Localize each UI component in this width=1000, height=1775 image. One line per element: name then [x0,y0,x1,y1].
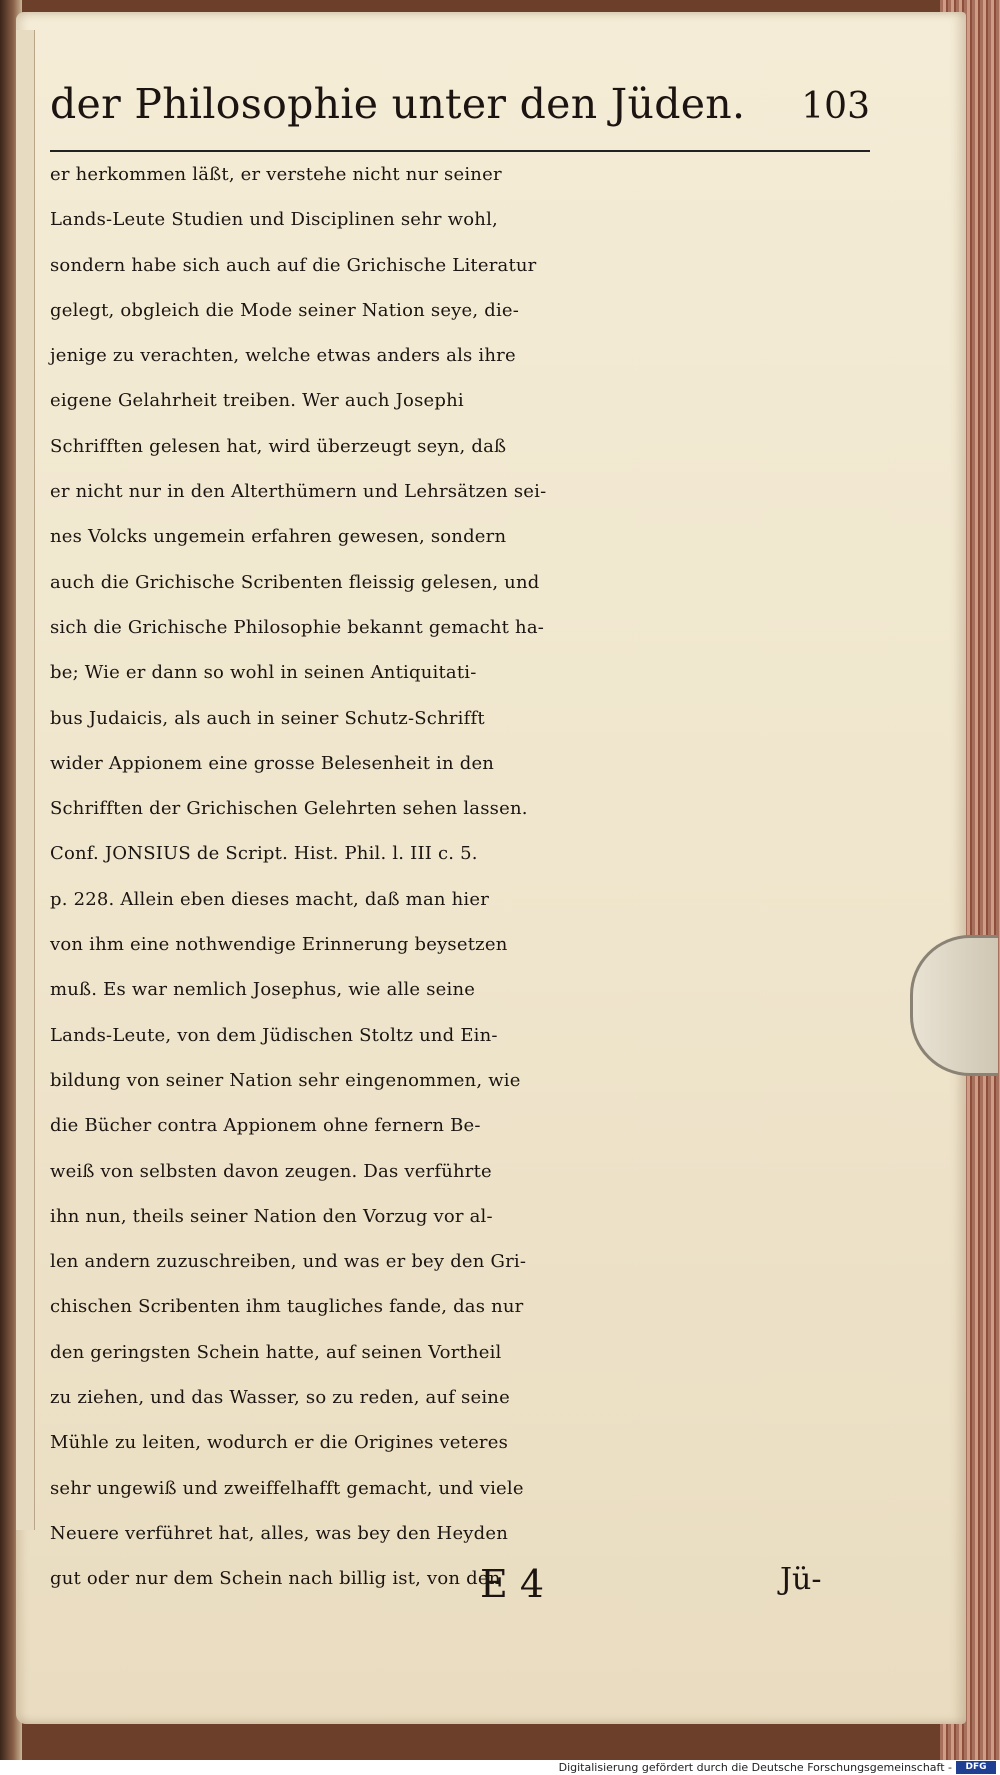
text-line: Conf. JONSIUS de Script. Hist. Phil. l. III c. 5. [50,843,478,865]
text-line: sich die Grichische Philosophie bekannt gemacht ha- [50,616,545,638]
text-line: Lands-Leute Studien und Disciplinen sehr wohl, [50,209,498,231]
text-line: sehr ungewiß und zweiffelhafft gemacht, und viele [50,1477,524,1499]
text-line: bildung von seiner Nation sehr eingenommen, wie [50,1069,521,1091]
text-line: die Bücher contra Appionem ohne fernern Be- [50,1115,481,1137]
text-line: eigene Gelahrheit treiben. Wer auch Josephi [50,390,464,412]
text-line: von ihm eine nothwendige Erinnerung beysetzen [50,934,508,956]
signature-mark: E 4 [480,1562,544,1606]
body-text [50,152,870,1602]
text-line: er nicht nur in den Alterthümern und Lehrsätzen sei- [50,481,547,503]
text-line: Mühle zu leiten, wodurch er die Origines veteres [50,1432,509,1454]
text-line: bus Judaicis, als auch in seiner Schutz-Schrifft [50,707,485,729]
text-line: Schrifften der Grichischen Gelehrten sehen lassen. [50,798,528,820]
text-line: wider Appionem eine grosse Belesenheit in den [50,752,495,774]
text-line: sondern habe sich auch auf die Grichische Literatur [50,254,537,276]
text-line: Neuere verführet hat, alles, was bey den Heyden [50,1522,509,1544]
digitization-credit: Digitalisierung gefördert durch die Deutsche Forschungsgemeinschaft - [558,1761,952,1774]
running-head: der Philosophie unter den Jüden. [50,80,746,128]
text-line: er herkommen läßt, er verstehe nicht nur seiner [50,164,502,185]
text-line: weiß von selbsten davon zeugen. Das verführte [50,1160,492,1182]
text-line: len andern zuzuschreiben, und was er bey den Gri- [50,1251,527,1273]
text-line: muß. Es war nemlich Josephus, wie alle seine [50,979,476,1001]
catchword: Jü- [780,1562,822,1597]
text-line: den geringsten Schein hatte, auf seinen Vortheil [50,1341,502,1363]
text-line: gut oder nur dem Schein nach billig ist, von den [50,1568,501,1590]
text-line: auch die Grichische Scribenten fleissig gelesen, und [50,571,540,593]
page-number: 103 [801,86,870,127]
text-line: Lands-Leute, von dem Jüdischen Stoltz und Ein- [50,1024,498,1046]
text-line: chischen Scribenten ihm taugliches fande, das nur [50,1296,524,1318]
text-line: nes Volcks ungemein erfahren gewesen, sondern [50,526,507,548]
dfg-logo: DFG [956,1761,996,1774]
page-header [50,80,870,152]
text-line: be; Wie er dann so wohl in seinen Antiquitati- [50,662,477,684]
text-line: ihn nun, theils seiner Nation den Vorzug vor al- [50,1205,493,1227]
text-line: Schrifften gelesen hat, wird überzeugt seyn, daß [50,435,507,457]
text-line: p. 228. Allein eben dieses macht, daß man hier [50,888,489,910]
text-line: jenige zu verachten, welche etwas anders als ihre [50,345,516,367]
text-line: gelegt, obgleich die Mode seiner Nation seye, die- [50,299,520,321]
text-line: zu ziehen, und das Wasser, so zu reden, auf seine [50,1387,510,1409]
previous-page-sliver [16,30,35,1530]
